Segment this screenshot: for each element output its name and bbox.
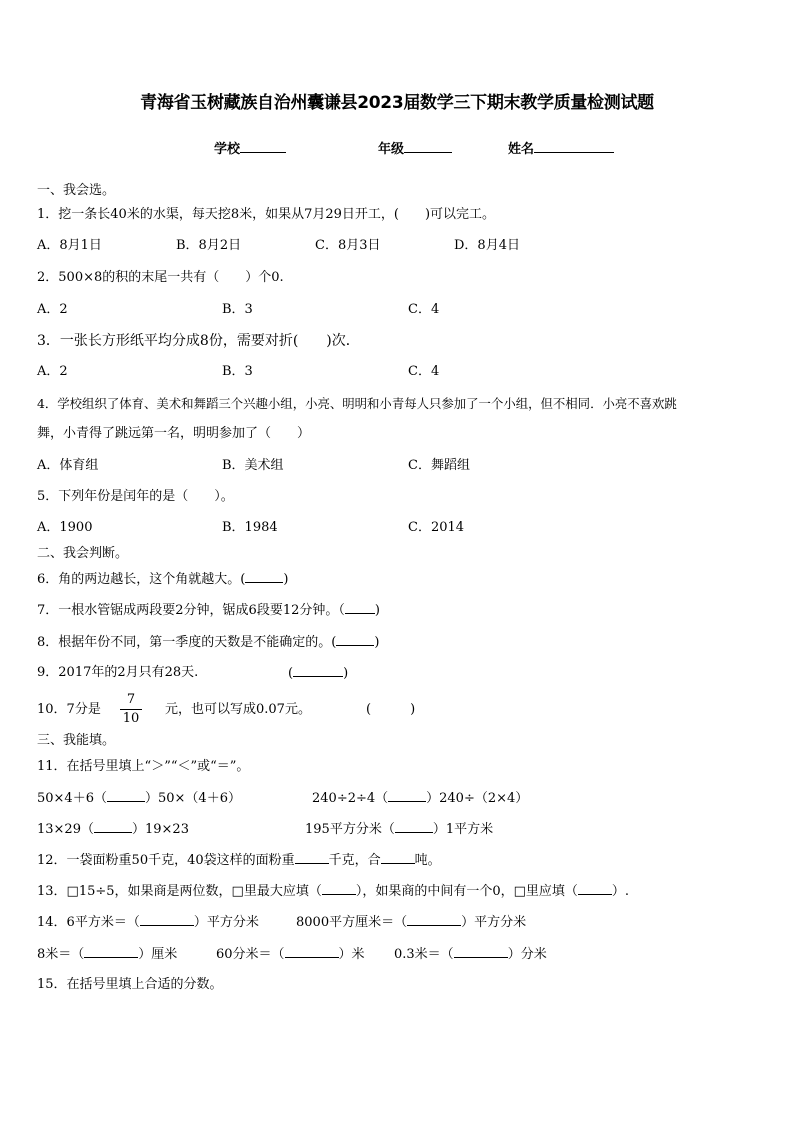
q11-expr-3: 240÷2÷4（ (312, 791, 389, 806)
question-5: 5．下列年份是闰年的是（ ）。 (37, 489, 234, 504)
grade-blank[interactable] (404, 140, 452, 153)
question-1: 1．挖一条长40米的水渠，每天挖8米，如果从7月29日开工，( )可以完工。 (37, 207, 496, 222)
question-14-row-2a (37, 945, 177, 964)
q2-option-c: C．4 (408, 302, 440, 317)
question-8-text: 8．根据年份不同，第一季度的天数是不能确定的。( (37, 635, 337, 650)
q13-text-2: ），如果商的中间有一个0，□里应填（ (355, 884, 578, 899)
q14-blank-2[interactable] (407, 913, 461, 926)
q10-fraction (120, 692, 142, 727)
question-7-text: 7．一根水管锯成两段要2分钟，锯成6段要12分钟。（ (37, 603, 345, 618)
question-9-text: 9．2017年的2月只有28天. (37, 665, 199, 680)
school-field (214, 140, 286, 159)
question-6-text: 6．角的两边越长，这个角就越大。( (37, 572, 246, 587)
q13-text-1: 13．□15÷5，如果商是两位数，□里最大应填（ (37, 884, 322, 899)
q14-blank-3[interactable] (84, 945, 138, 958)
question-13 (37, 882, 629, 901)
q13-text-3: ）. (611, 884, 630, 899)
question-14-row-2c (394, 945, 547, 964)
question-7: 7．一根水管锯成两段要2分钟，锯成6段要12分钟。（ ) (37, 603, 380, 618)
q8-answer-blank[interactable] (336, 633, 374, 646)
grade-label: 年级 (378, 142, 405, 157)
q5-option-b: B．1984 (222, 520, 278, 535)
fraction-numerator: 7 (126, 692, 136, 707)
q11-row2-left (37, 820, 189, 839)
q14-text-3: 8000平方厘米＝（ (296, 915, 408, 930)
q12-text-2: 千克，合 (328, 853, 381, 868)
q5-option-a: A．1900 (37, 520, 93, 535)
q14-text-9: 0.3米＝（ (394, 947, 454, 962)
question-3: 3．一张长方形纸平均分成8份，需要对折( )次． (37, 333, 360, 349)
q1-option-b: B．8月2日 (176, 238, 242, 253)
q12-text-1: 12．一袋面粉重50千克，40袋这样的面粉重 (37, 853, 295, 868)
q14-text-2: ）平方分米 (193, 915, 259, 930)
q14-text-10: ）分米 (507, 947, 547, 962)
q3-option-b: B．3 (222, 364, 253, 379)
q3-option-c: C．4 (408, 364, 440, 379)
q11-expr-6: ）19×23 (131, 822, 189, 837)
fraction-denominator: 10 (122, 711, 140, 726)
grade-field (378, 140, 452, 159)
q14-text-5: 8米＝（ (37, 947, 85, 962)
q11-row2-right (305, 820, 493, 839)
q11-row1-right (312, 789, 528, 808)
q11-expr-1: 50×4＋6（ (37, 791, 107, 806)
q12-blank-2[interactable] (381, 851, 415, 864)
page-title: 青海省玉树藏族自治州囊谦县2023届数学三下期末教学质量检测试题 (140, 93, 654, 113)
q1-option-a: A．8月1日 (37, 238, 102, 253)
q2-option-b: B．3 (222, 302, 253, 317)
name-label: 姓名 (508, 142, 535, 157)
q2-option-a: A．2 (37, 302, 68, 317)
question-10-prefix: 10．7分是 (37, 702, 101, 717)
section-3-heading: 三、我能填。 (37, 733, 116, 748)
q6-answer-blank[interactable] (245, 570, 283, 583)
school-label: 学校 (214, 142, 241, 157)
q14-text-8: ）米 (338, 947, 365, 962)
q11-row1-left (37, 789, 241, 808)
q4-option-c: C．舞蹈组 (408, 458, 470, 473)
q12-text-3: 吨。 (414, 853, 441, 868)
question-8: 8．根据年份不同，第一季度的天数是不能确定的。( ) (37, 635, 380, 650)
q1-option-d: D．8月4日 (454, 238, 520, 253)
q11-expr-8: ）1平方米 (432, 822, 494, 837)
q14-blank-4[interactable] (285, 945, 339, 958)
q11-expr-4: ）240÷（2×4） (426, 791, 529, 806)
q13-blank-2[interactable] (578, 882, 612, 895)
q14-text-4: ）平方分米 (461, 915, 527, 930)
q11-expr-7: 195平方分米（ (305, 822, 395, 837)
question-14-row-1 (37, 913, 259, 932)
question-2: 2．500×8的积的末尾一共有（ ）个0. (37, 270, 284, 285)
q14-text-7: 60分米＝（ (216, 947, 285, 962)
q9-answer-blank[interactable] (293, 664, 343, 677)
q10-answer-paren[interactable]: ( ) (366, 702, 416, 717)
q14-text-6: ）厘米 (138, 947, 178, 962)
q11-blank-4[interactable] (395, 820, 433, 833)
section-1-heading: 一、我会选。 (37, 183, 116, 198)
school-blank[interactable] (240, 140, 286, 153)
q7-answer-blank[interactable] (345, 601, 375, 614)
q4-option-b: B．美术组 (222, 458, 284, 473)
name-blank[interactable] (534, 140, 614, 153)
q9-answer: ( ) (288, 666, 349, 681)
section-2-heading: 二、我会判断。 (37, 546, 129, 561)
question-14-row-1b (296, 913, 526, 932)
q1-option-c: C．8月3日 (315, 238, 381, 253)
question-15: 15．在括号里填上合适的分数。 (37, 977, 223, 992)
q11-blank-2[interactable] (388, 789, 426, 802)
question-14-row-2b (216, 945, 365, 964)
q11-expr-2: ）50×（4＋6） (144, 791, 241, 806)
q14-text-1: 14．6平方米＝（ (37, 915, 140, 930)
q14-blank-1[interactable] (140, 913, 194, 926)
question-11: 11．在括号里填上“＞”“＜”或“＝”。 (37, 759, 250, 774)
question-12 (37, 851, 441, 870)
q11-expr-5: 13×29（ (37, 822, 94, 837)
question-4-line-1: 4．学校组织了体育、美术和舞蹈三个兴趣小组，小亮、明明和小青每人只参加了一个小组，但不相同．小亮不喜欢跳 (37, 396, 677, 411)
question-10-suffix: 元，也可以写成0.07元。 (165, 702, 311, 717)
q11-blank-1[interactable] (107, 789, 145, 802)
q14-blank-5[interactable] (454, 945, 508, 958)
question-6: 6．角的两边越长，这个角就越大。( ) (37, 572, 289, 587)
name-field (508, 140, 614, 159)
q3-option-a: A．2 (37, 364, 68, 379)
question-4-line-2: 舞，小青得了跳远第一名，明明参加了（ ） (37, 426, 311, 441)
q13-blank-1[interactable] (322, 882, 356, 895)
q12-blank-1[interactable] (295, 851, 329, 864)
q5-option-c: C．2014 (408, 520, 465, 535)
q11-blank-3[interactable] (94, 820, 132, 833)
fraction-bar (120, 709, 142, 710)
q4-option-a: A．体育组 (37, 458, 99, 473)
